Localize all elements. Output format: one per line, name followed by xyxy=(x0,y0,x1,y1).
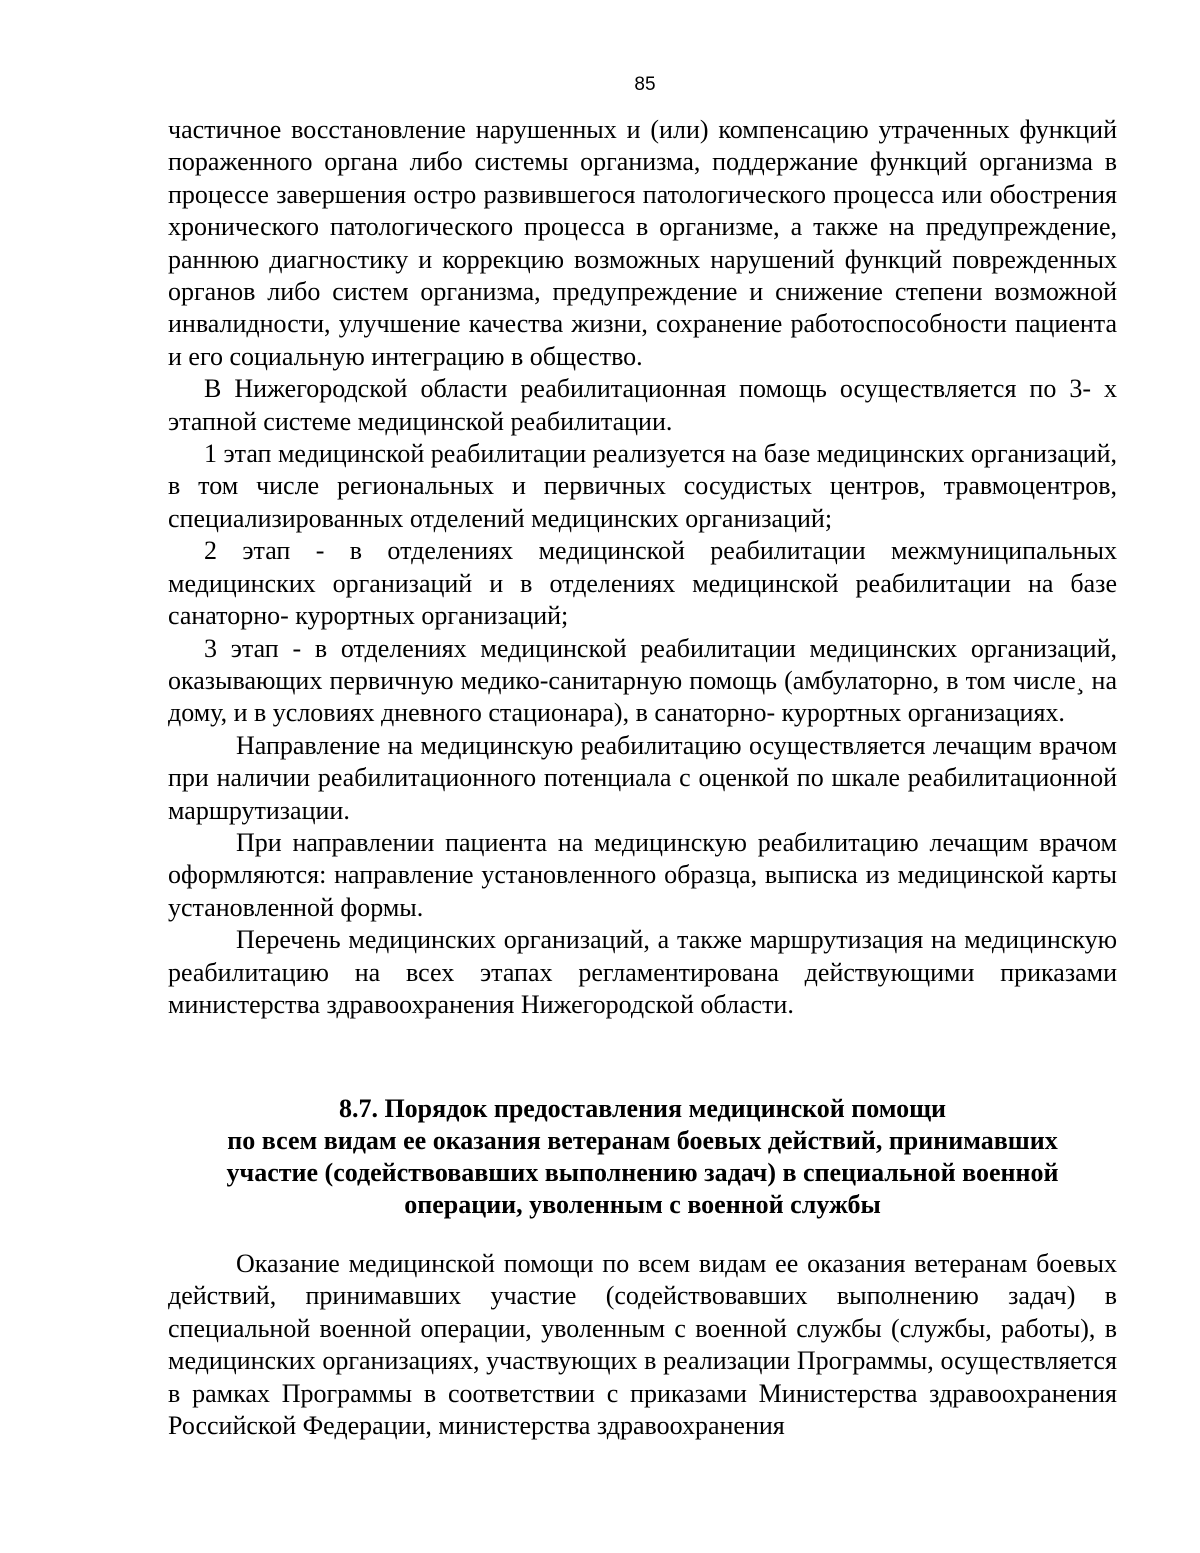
paragraph-referral: Направление на медицинскую реабилитацию осуществляется лечащим врачом при наличии реабилитационного потенциала с оценкой по шкале реабилитационной маршрутизации. xyxy=(168,730,1117,825)
paragraph-referral-documents: При направлении пациента на медицинскую реабилитацию лечащим врачом оформляются: направление установленного образца, выписка из медицинской карты установленной формы. xyxy=(168,827,1117,922)
paragraph-stage-2: 2 этап - в отделениях медицинской реабилитации межмуниципальных медицинских организаций и в отделениях медицинской реабилитации на базе санаторно- курортных организаций; xyxy=(168,536,1117,631)
section-heading-line: операции, уволенным с военной службы xyxy=(404,1190,881,1219)
paragraph-veterans-care: Оказание медицинской помощи по всем видам ее оказания ветеранам боевых действий, принимавших участие (содействовавших выполнению задач) в специальной военной операции, уволенным с военной службы (службы, работы), в медицинских организациях, участвующих в реализации Программы, осуществляется в рамках Программы в соответствии с приказами Министерства здравоохранения Российской Федерации, министерства здравоохранения xyxy=(168,1249,1117,1441)
paragraph-rehab-goals: частичное восстановление нарушенных и (или) компенсацию утраченных функций пораженного органа либо системы организма, поддержание функций организма в процессе завершения остро развившегося патологического процесса или обострения хронического патологического процесса в организме, а также на предупреждение, раннюю диагностику и коррекцию возможных нарушений функций поврежденных органов либо систем организма, предупреждение и снижение степени возможной инвалидности, улучшение качества жизни, сохранение работоспособности пациента и его социальную интеграцию в общество. xyxy=(168,115,1117,371)
paragraph-routing: Перечень медицинских организаций, а также маршрутизация на медицинскую реабилитацию на всех этапах регламентирована действующими приказами министерства здравоохранения Нижегородской области. xyxy=(168,925,1117,1019)
body-text-bottom xyxy=(168,1248,1117,1442)
paragraph-stage-3: 3 этап - в отделениях медицинской реабилитации медицинских организаций, оказывающих первичную медико-санитарную помощь (амбулаторно, в том числе¸ на дому, и в условиях дневного стационара), в санаторно- курортных организациях. xyxy=(168,633,1117,728)
section-heading-line: 8.7. Порядок предоставления медицинской помощи xyxy=(338,1094,947,1123)
section-heading-line: по всем видам ее оказания ветеранам боевых действий, принимавших xyxy=(227,1126,1058,1155)
body-text-top xyxy=(168,114,1117,1021)
paragraph-rehab-system: В Нижегородской области реабилитационная помощь осуществляется по 3- х этапной системе медицинской реабилитации. xyxy=(168,374,1117,436)
section-heading xyxy=(168,1093,1117,1221)
section-heading-line: участие (содействовавших выполнению задач) в специальной военной xyxy=(226,1158,1059,1187)
paragraph-stage-1: 1 этап медицинской реабилитации реализуется на базе медицинских организаций, в том числе региональных и первичных сосудистых центров, травмоцентров, специализированных отделений медицинских организаций; xyxy=(168,439,1117,533)
page-number: 85 xyxy=(634,74,656,95)
